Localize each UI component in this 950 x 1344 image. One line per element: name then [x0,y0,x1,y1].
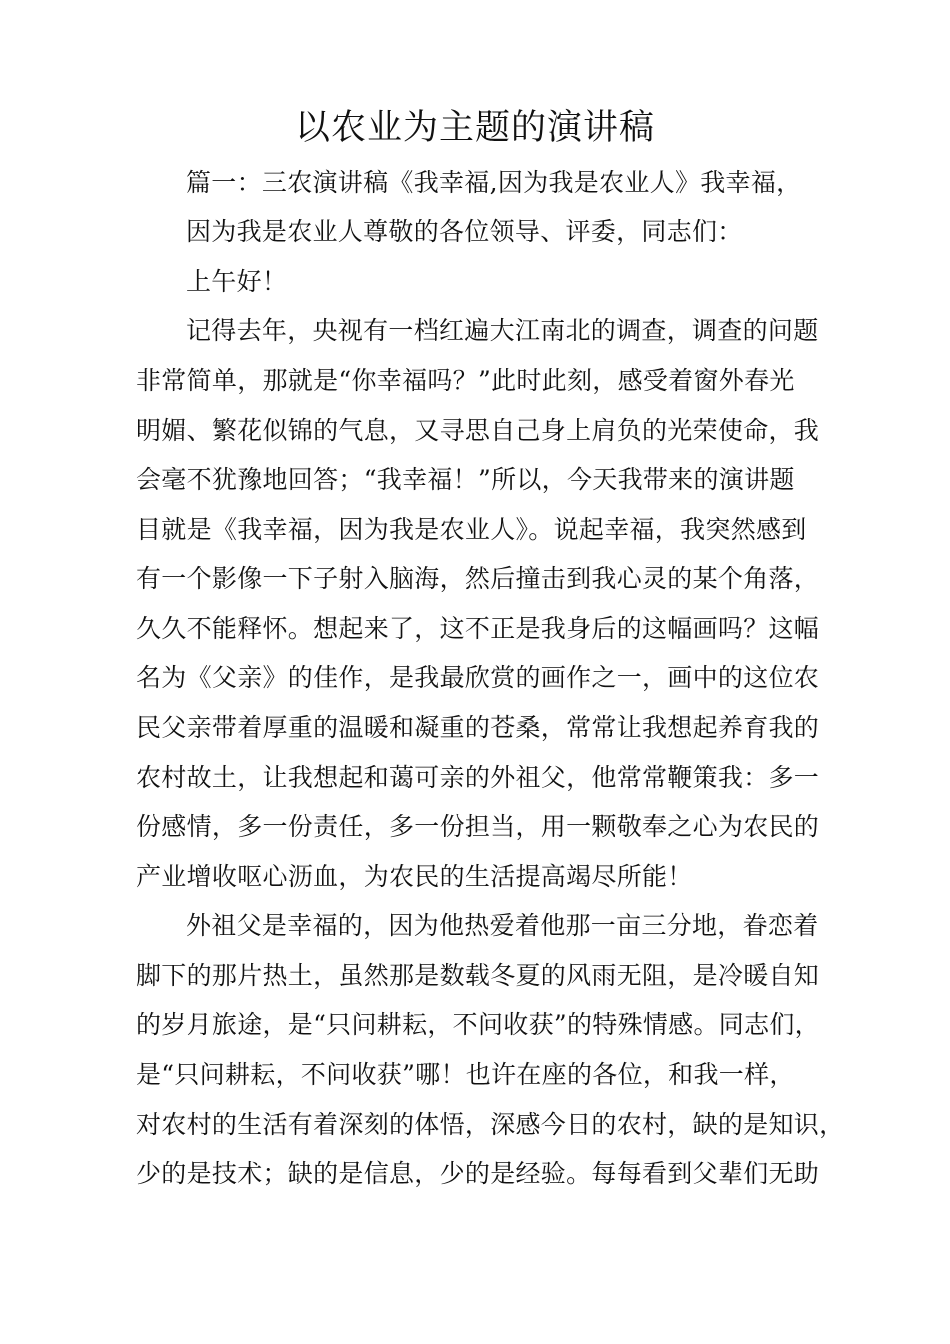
text-line: 目就是《我幸福，因为我是农业人》。说起幸福，我突然感到 [136,515,807,544]
text-line: 有一个影像一下子射入脑海，然后撞击到我心灵的某个角落， [136,564,820,593]
text-line: 明媚、繁花似锦的气息，又寻思自己身上肩负的光荣使命，我 [136,416,820,445]
document-title: 以农业为主题的演讲稿 [294,108,655,148]
text-line: 篇一：三农演讲稿《我幸福,因为我是农业人》我幸福， [186,168,802,197]
text-line: 民父亲带着厚重的温暖和凝重的苍桑，常常让我想起养育我的 [136,713,820,742]
text-line: 外祖父是幸福的，因为他热爱着他那一亩三分地，眷恋着 [186,911,819,940]
text-line: 非常简单，那就是“你幸福吗？”此时此刻，感受着窗外春光 [136,366,795,395]
text-line: 记得去年，央视有一档红遍大江南北的调查，调查的问题 [186,316,819,345]
text-line: 会毫不犹豫地回答；“我幸福！”所以，今天我带来的演讲题 [136,465,795,494]
text-line: 农村故土，让我想起和蔼可亲的外祖父，他常常鞭策我：多一 [136,763,820,792]
text-line: 脚下的那片热土，虽然那是数载冬夏的风雨无阻，是冷暖自知 [136,961,820,990]
text-line: 对农村的生活有着深刻的体悟，深感今日的农村，缺的是知识， [136,1110,845,1139]
text-line: 名为《父亲》的佳作，是我最欣赏的画作之一，画中的这位农 [136,663,820,692]
text-line: 因为我是农业人尊敬的各位领导、评委，同志们： [186,217,743,246]
text-line: 上午好！ [186,267,288,296]
text-line: 少的是技术；缺的是信息，少的是经验。每每看到父辈们无助 [136,1159,820,1188]
text-line: 是“只问耕耘，不问收获”哪！也许在座的各位，和我一样， [136,1060,795,1089]
text-line: 久久不能释怀。想起来了，这不正是我身后的这幅画吗？这幅 [136,614,820,643]
text-line: 的岁月旅途，是“只问耕耘，不问收获”的特殊情感。同志们， [136,1010,820,1039]
text-line: 产业增收呕心沥血，为农民的生活提高竭尽所能！ [136,862,693,891]
text-line: 份感情，多一份责任，多一份担当，用一颗敬奉之心为农民的 [136,812,820,841]
